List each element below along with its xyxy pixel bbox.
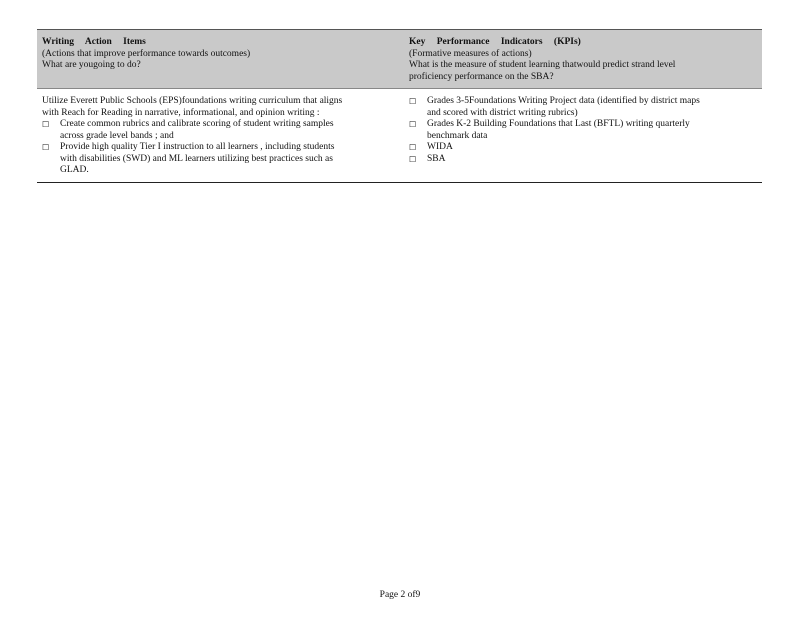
header-left-sub2: What are yougoing to do? <box>42 60 141 70</box>
table-header <box>37 30 762 89</box>
list-item-text: with disabilities (SWD) and ML learners utilizing best practices such as <box>60 153 333 164</box>
writing-kpi-table <box>37 29 762 183</box>
list-item-text: GLAD. <box>60 165 89 175</box>
kpi-list <box>409 96 762 165</box>
list-item <box>409 119 762 142</box>
intro-line-2: with Reach for Reading in narrative, informational, and opinion writing : <box>42 107 320 118</box>
action-items-list <box>42 119 404 177</box>
list-item-text: WIDA <box>427 142 453 152</box>
action-items-cell <box>37 96 404 177</box>
header-right-sub2: What is the measure of student learning thatwould predict strand level <box>409 60 676 70</box>
list-item <box>409 142 762 154</box>
intro-line-1: Utilize Everett Public Schools (EPS)foundations writing curriculum that aligns <box>42 96 343 106</box>
bullet-icon: ☐ <box>409 143 417 152</box>
list-item-text: SBA <box>427 153 446 164</box>
bullet-icon: ☐ <box>409 97 417 106</box>
page-number: Page 2 of9 <box>379 590 421 600</box>
header-right-sub3: proficiency performance on the SBA? <box>409 71 554 82</box>
bullet-icon: ☐ <box>42 120 50 129</box>
bullet-icon: ☐ <box>42 143 50 152</box>
header-left <box>37 30 404 88</box>
header-right <box>404 30 762 88</box>
list-item-text: and scored with district writing rubrics) <box>427 107 578 118</box>
header-right-sub1: (Formative measures of actions) <box>409 48 532 59</box>
kpi-cell <box>404 96 762 177</box>
header-left-sub1: (Actions that improve performance towards outcomes) <box>42 48 251 59</box>
list-item <box>42 142 404 177</box>
list-item-text: Create common rubrics and calibrate scoring of student writing samples <box>60 119 334 129</box>
table-body-row <box>37 89 762 182</box>
list-item-text: Provide high quality Tier I instruction to all learners , including students <box>60 142 335 152</box>
list-item-text: across grade level bands ; and <box>60 130 174 141</box>
list-item <box>409 154 762 166</box>
bullet-icon: ☐ <box>409 154 417 164</box>
bullet-icon: ☐ <box>409 120 417 129</box>
list-item <box>409 96 762 119</box>
list-item-text: Grades K-2 Building Foundations that Last (BFTL) writing quarterly <box>427 119 690 129</box>
list-item-text: benchmark data <box>427 130 488 141</box>
header-right-title: Key Performance Indicators (KPIs) <box>409 37 581 47</box>
header-left-title: Writing Action Items <box>42 37 146 47</box>
list-item <box>42 119 404 142</box>
list-item-text: Grades 3-5Foundations Writing Project data (identified by district maps <box>427 96 700 106</box>
